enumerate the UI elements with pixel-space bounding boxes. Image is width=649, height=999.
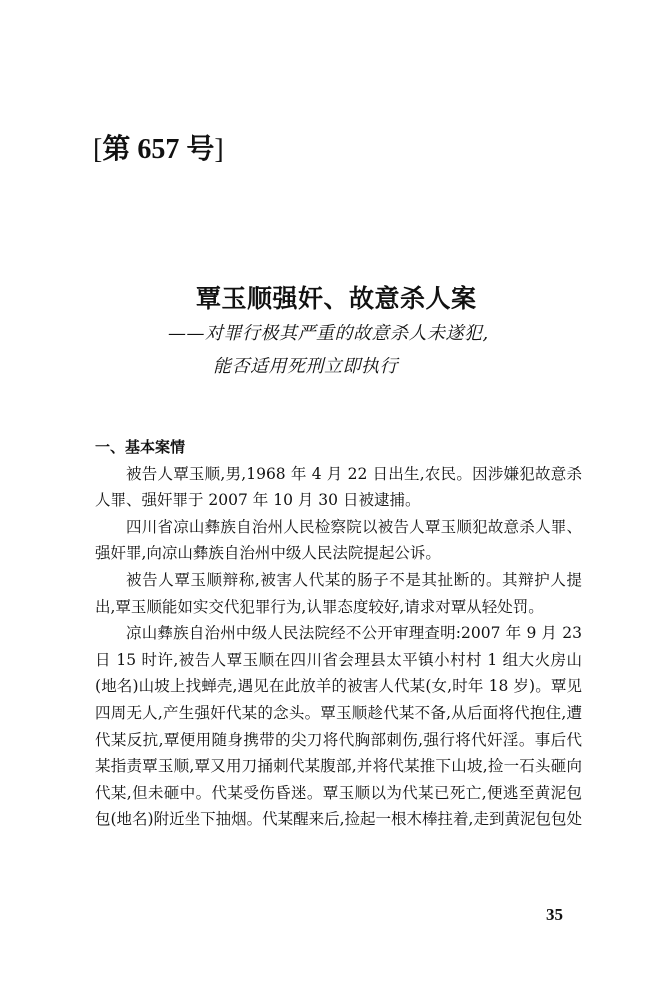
case-number-open-bracket: [: [93, 134, 103, 165]
paragraph-1: 被告人覃玉顺,男,1968 年 4 月 22 日出生,农民。因涉嫌犯故意杀人罪、强奸罪于 2007 年 10 月 30 日被逮捕。: [95, 464, 582, 510]
body-text: [95, 434, 582, 833]
subtitle-line-2: 能否适用死刑立即执行: [213, 356, 398, 377]
main-title: 覃玉顺强奸、故意杀人案: [196, 284, 477, 313]
paragraph-3: 被告人覃玉顺辩称,被害人代某的肠子不是其扯断的。其辩护人提出,覃玉顺能如实交代犯罪行为,认罪态度较好,请求对覃从轻处罚。: [95, 570, 582, 616]
case-number-close-bracket: ]: [214, 134, 224, 165]
case-number-text: 第 657 号: [102, 134, 215, 165]
page-number: 35: [546, 905, 563, 924]
case-number: [93, 130, 224, 170]
paragraph-2: 四川省凉山彝族自治州人民检察院以被告人覃玉顺犯故意杀人罪、强奸罪,向凉山彝族自治州中级人民法院提起公诉。: [95, 517, 582, 563]
paragraph-4: 凉山彝族自治州中级人民法院经不公开审理查明:2007 年 9 月 23 日 15 时许,被告人覃玉顺在四川省会理县太平镇小村村 1 组大火房山(地名)山坡上找蝉壳,遇见在此放羊的被害人代某(女,时年 18 岁)。覃见四周无人,产生强奸代某的念头。覃玉顺趁代某不备,从后面将代抱住,遭代某反抗,覃便用随身携带的尖刀将代胸部刺伤,强行将代奸淫。事后代某指责覃玉顺,覃又用刀捅刺代某腹部,并将代某推下山坡,捡一石头砸向代某,但未砸中。代某受伤昏迷。覃玉顺以为代某已死亡,便逃至黄泥包包(地名)附近坐下抽烟。代某醒来后,捡起一根木棒拄着,走到黄泥包包处: [95, 624, 582, 829]
subtitle-line-1: ——对罪行极其严重的故意杀人未遂犯,: [168, 323, 489, 344]
section-heading: 一、基本案情: [95, 438, 186, 456]
